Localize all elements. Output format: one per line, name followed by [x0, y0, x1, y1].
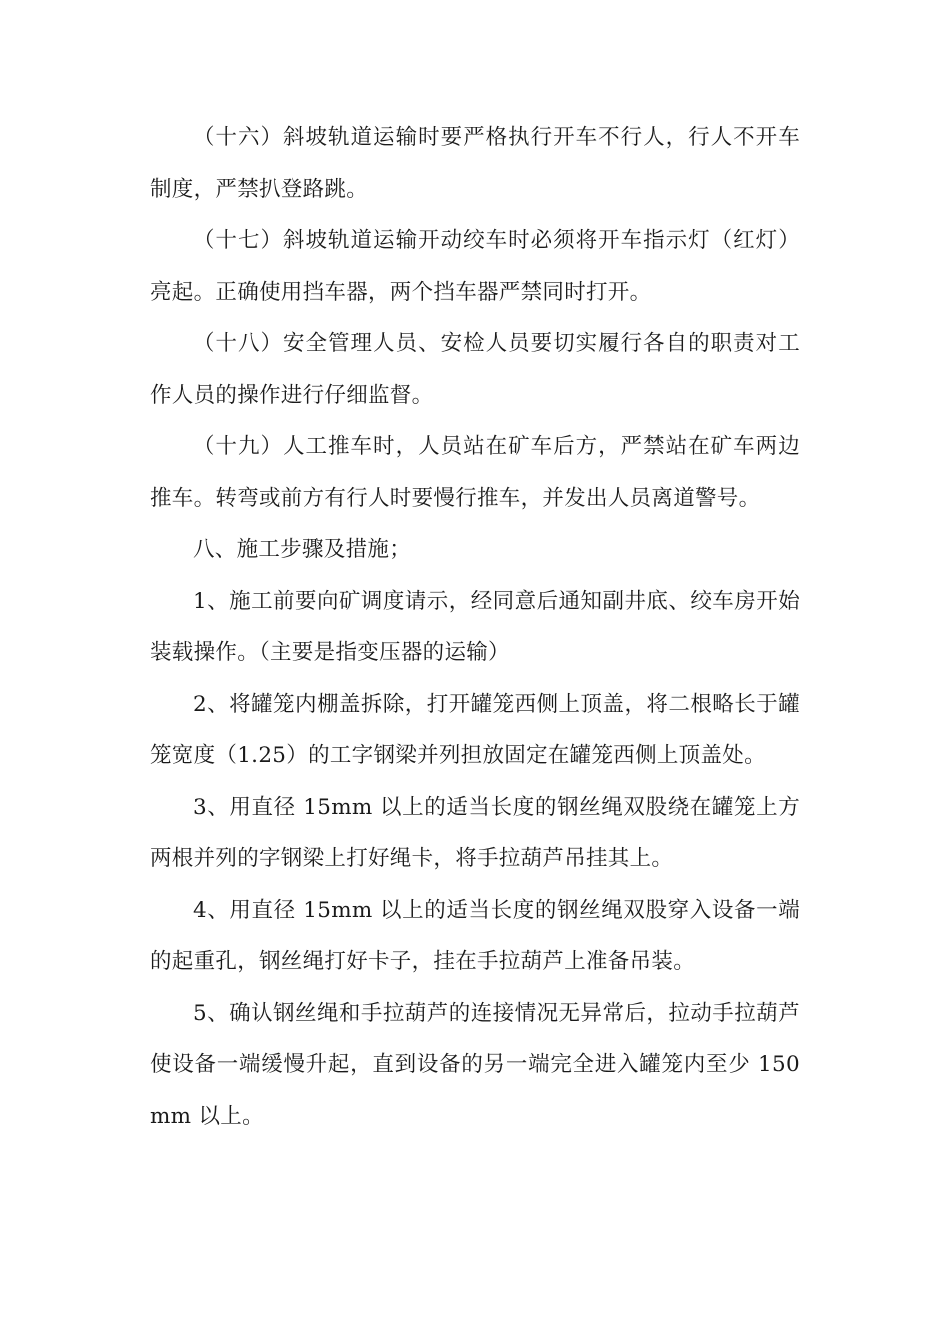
step-5-paragraph: 5、确认钢丝绳和手拉葫芦的连接情况无异常后，拉动手拉葫芦使设备一端缓慢升起，直到设备的另一端完全进入罐笼内至少 150mm 以上。: [150, 1000, 800, 1129]
step-3-paragraph: 3、用直径 15mm 以上的适当长度的钢丝绳双股绕在罐笼上方两根并列的字钢梁上打好绳卡，将手拉葫芦吊挂其上。: [150, 794, 800, 871]
section-heading-construction-steps: 八、施工步骤及措施；: [193, 537, 412, 562]
paragraph-19-manual-push-rule: （十九）人工推车时，人员站在矿车后方，严禁站在矿车两边推车。转弯或前方有行人时要慢行推车，并发出人员离道警号。: [150, 434, 800, 511]
paragraph-16-slope-transport-rule: （十六）斜坡轨道运输时要严格执行开车不行人，行人不开车制度，严禁扒登路跳。: [150, 125, 800, 202]
paragraph-17-signal-light-rule: （十七）斜坡轨道运输开动绞车时必须将开车指示灯（红灯）亮起。正确使用挡车器，两个挡车器严禁同时打开。: [150, 228, 800, 305]
paragraph-18-supervision-rule: （十八）安全管理人员、安检人员要切实履行各自的职责对工作人员的操作进行仔细监督。: [150, 331, 800, 408]
step-2-paragraph: 2、将罐笼内棚盖拆除，打开罐笼西侧上顶盖，将二根略长于罐笼宽度（1.25）的工字钢梁并列担放固定在罐笼西侧上顶盖处。: [150, 691, 800, 768]
step-1-paragraph: 1、施工前要向矿调度请示，经同意后通知副井底、绞车房开始装载操作。（主要是指变压器的运输）: [150, 588, 800, 665]
document-body: [150, 112, 800, 1142]
step-4-paragraph: 4、用直径 15mm 以上的适当长度的钢丝绳双股穿入设备一端的起重孔，钢丝绳打好卡子，挂在手拉葫芦上准备吊装。: [150, 897, 800, 974]
